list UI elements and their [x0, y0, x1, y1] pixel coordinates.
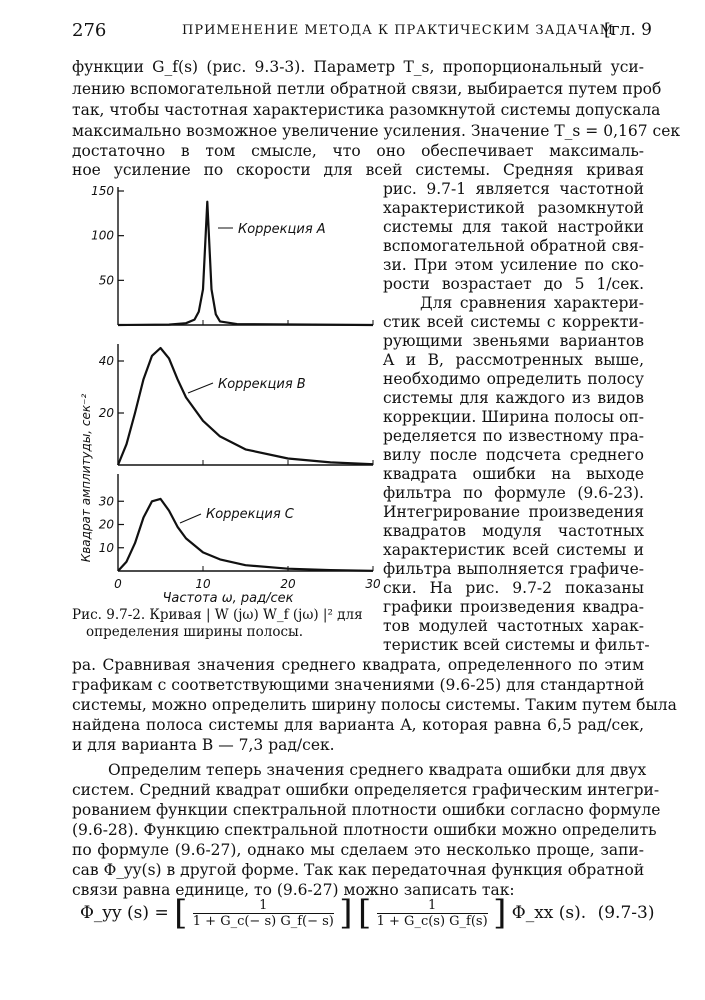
text-line: характеристикой разомкнутой	[383, 199, 644, 217]
text-line: теристик всей системы и фильт-	[383, 636, 650, 654]
text-line: ное усиление по скорости для всей системы. Средняя кривая	[72, 161, 644, 179]
text-line: фильтра по формуле (9.6-23).	[383, 484, 644, 502]
text-line: тов модулей частотных харак-	[383, 617, 644, 635]
text-line: ра. Сравнивая значения среднего квадрата, определенного по этим	[72, 656, 644, 674]
equation-number: (9.7-3)	[597, 903, 655, 923]
y-axis-label: Квадрат амплитуды, сек⁻²	[79, 393, 93, 563]
text-line: фильтра выполняется графиче-	[383, 560, 644, 578]
text-line: Интегрирование произведения	[383, 503, 644, 521]
x-tick-label: 20	[280, 577, 296, 591]
text-line: зи. При этом усиление по ско-	[383, 256, 644, 274]
page-number: 276	[72, 20, 107, 41]
y-tick-label: 50	[98, 273, 114, 288]
equation-rhs: Φ_xx (s).	[511, 903, 587, 923]
text-line: необходимо определить полосу	[383, 370, 644, 388]
text-line: ределяется по известному пра-	[383, 427, 644, 445]
text-line: сав Φ_yy(s) в другой форме. Так как передаточная функция обратной	[72, 861, 645, 879]
text-line: вспомогательной обратной свя-	[383, 237, 644, 255]
x-axis-label: Частота ω, рад/сек	[162, 591, 294, 606]
text-line: квадрата ошибки на выходе	[383, 465, 644, 483]
fraction-numerator: 1	[377, 898, 488, 914]
x-tick-label: 10	[195, 577, 211, 591]
text-line: рис. 9.7-1 является частотной	[383, 180, 644, 198]
text-line: рованием функции спектральной плотности ошибки согласно формуле	[72, 801, 661, 819]
text-line: ски. На рис. 9.7-2 показаны	[383, 579, 644, 597]
text-line: системы, можно определить ширину полосы системы. Таким путем была	[72, 696, 677, 714]
fraction-denominator: 1 + G_c(s) G_f(s)	[376, 913, 488, 929]
chapter-label: [гл. 9	[604, 20, 652, 40]
series-label: Коррекция C	[206, 507, 294, 522]
fraction-denominator: 1 + G_c(− s) G_f(− s)	[192, 913, 334, 929]
series-line	[118, 348, 373, 465]
text-line: найдена полоса системы для варианта A, которая равна 6,5 рад/сек,	[72, 716, 644, 734]
fraction-numerator: 1	[193, 898, 334, 914]
text-line: рости возрастает до 5 1/сек.	[383, 275, 644, 293]
figure-caption: Рис. 9.7-2. Кривая | W (jω) W_f (jω) |² для	[72, 607, 363, 623]
series-line	[118, 202, 373, 325]
text-line: графики произведения квадра-	[383, 598, 644, 616]
text-line: функции G_f(s) (рис. 9.3-3). Параметр T_s, пропорциональный уси-	[72, 58, 644, 76]
text-line: характеристик всей системы и	[383, 541, 644, 559]
text-line: рующими звеньями вариантов	[383, 332, 644, 350]
series-label: Коррекция B	[218, 377, 306, 392]
text-line: (9.6-28). Функцию спектральной плотности ошибки можно определить	[72, 821, 657, 839]
text-line: так, чтобы частотная характеристика разомкнутой системы допускала	[72, 101, 661, 119]
amplitude-chart	[68, 178, 383, 610]
text-line: связи равна единице, то (9.6-27) можно записать так:	[72, 881, 515, 899]
text-line: Определим теперь значения среднего квадрата ошибки для двух	[108, 761, 647, 779]
figure-caption: определения ширины полосы.	[86, 624, 304, 640]
x-tick-label: 0	[114, 577, 122, 591]
page-header	[72, 20, 652, 44]
equation-lhs: Φ_yy (s) =	[80, 903, 169, 923]
text-line: максимально возможное увеличение усиления. Значение T_s = 0,167 сек	[72, 122, 681, 140]
equation: Φ_yy (s) = [ $\frac{1}{1 + G\_c(- s) G\_f(- s)}$ ] [ $\frac{1}{1 + G\_c(s) G\_f(s)}$ ] Φ_xx (s). (9.7-3)	[80, 893, 655, 933]
text-line: и для варианта B — 7,3 рад/сек.	[72, 736, 335, 754]
text-line: лению вспомогательной петли обратной связи, выбирается путем проб	[72, 80, 662, 98]
label-leader	[188, 383, 213, 393]
text-line: Для сравнения характери-	[420, 294, 644, 312]
text-line: квадратов модуля частотных	[383, 522, 644, 540]
y-tick-label: 40	[98, 354, 114, 368]
y-tick-label: 100	[91, 228, 114, 243]
text-line: по формуле (9.6-27), однако мы сделаем это несколько проще, запи-	[72, 841, 644, 859]
text-line: достаточно в том смысле, что оно обеспечивает максималь-	[72, 142, 644, 160]
text-line: вилу после подсчета среднего	[383, 446, 644, 464]
text-line: A и B, рассмотренных выше,	[383, 351, 644, 369]
text-line: системы для такой настройки	[383, 218, 644, 236]
text-line: коррекции. Ширина полосы оп-	[383, 408, 644, 426]
text-line: системы для каждого из видов	[383, 389, 644, 407]
y-tick-label: 20	[98, 517, 114, 532]
text-line: графикам с соответствующими значениями (9.6-25) для стандартной	[72, 676, 645, 694]
series-label: Коррекция A	[238, 222, 326, 237]
y-tick-label: 150	[91, 184, 114, 198]
label-leader	[180, 514, 201, 523]
text-line: стик всей системы с корректи-	[383, 313, 644, 331]
y-tick-label: 10	[98, 540, 114, 555]
x-tick-label: 30	[365, 577, 381, 591]
y-tick-label: 20	[98, 406, 114, 420]
running-title: ПРИМЕНЕНИЕ МЕТОДА К ПРАКТИЧЕСКИМ ЗАДАЧАМ	[182, 23, 615, 38]
text-line: систем. Средний квадрат ошибки определяется графическим интегри-	[72, 781, 660, 799]
y-tick-label: 30	[98, 494, 114, 509]
